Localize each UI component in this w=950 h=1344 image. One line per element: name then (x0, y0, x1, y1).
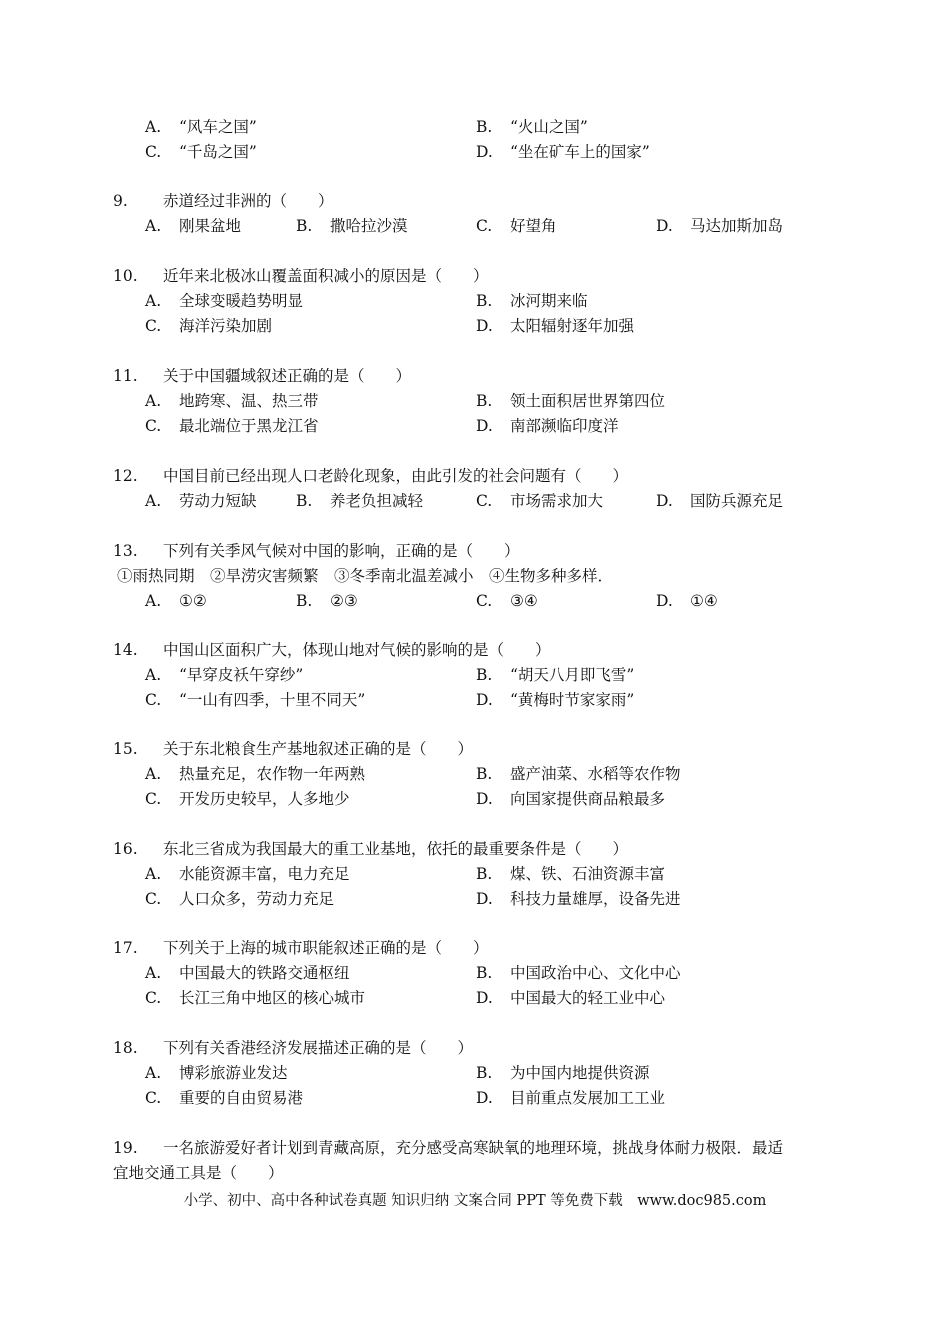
question-10-stem (113, 266, 489, 286)
option-text: 市场需求加大 (510, 492, 604, 510)
q14-option-a (145, 665, 303, 685)
option-text: 最北端位于黑龙江省 (179, 417, 319, 435)
question-number: 14. (113, 641, 138, 659)
option-text: 煤、铁、石油资源丰富 (510, 865, 666, 883)
option-text: “风车之国” (179, 118, 257, 136)
option-label: C. (145, 890, 162, 908)
question-number: 12. (113, 467, 138, 485)
q12-option-a (145, 491, 257, 511)
q8-option-a (145, 117, 257, 137)
option-text: 水能资源丰富，电力充足 (179, 865, 350, 883)
option-text: 博彩旅游业发达 (179, 1064, 288, 1082)
q15-option-d (476, 789, 665, 809)
q18-option-d (476, 1088, 665, 1108)
option-label: C. (145, 989, 162, 1007)
question-number: 10. (113, 267, 138, 285)
option-text: “火山之国” (510, 118, 588, 136)
option-label: B. (476, 964, 493, 982)
q15-option-a (145, 764, 365, 784)
question-text: 赤道经过非洲的（ ） (163, 192, 334, 210)
option-text: 劳动力短缺 (179, 492, 257, 510)
option-text: ①② (179, 592, 207, 610)
q8-option-b (476, 117, 588, 137)
option-text: ③④ (510, 592, 538, 610)
q14-option-d (476, 690, 634, 710)
q11-option-c (145, 416, 319, 436)
question-number: 16. (113, 840, 138, 858)
q9-option-c (476, 216, 557, 236)
option-text: “坐在矿车上的国家” (510, 143, 650, 161)
option-label: A. (145, 865, 162, 883)
option-label: D. (656, 492, 673, 510)
option-label: B. (476, 292, 493, 310)
option-label: D. (476, 143, 493, 161)
question-text: 关于东北粮食生产基地叙述正确的是（ ） (163, 740, 474, 758)
q12-option-b (296, 491, 423, 511)
q11-option-b (476, 391, 665, 411)
q14-option-c (145, 690, 365, 710)
option-label: A. (145, 964, 162, 982)
option-label: B. (476, 118, 493, 136)
option-label: A. (145, 1064, 162, 1082)
question-text: 一名旅游爱好者计划到青藏高原，充分感受高寒缺氧的地理环境，挑战身体耐力极限．最适 (163, 1139, 784, 1157)
option-text: 向国家提供商品粮最多 (510, 790, 666, 808)
q16-option-d (476, 889, 681, 909)
option-text: 目前重点发展加工工业 (510, 1089, 666, 1107)
question-9-stem (113, 191, 334, 211)
q11-option-a (145, 391, 319, 411)
q17-option-b (476, 963, 681, 983)
option-label: B. (476, 392, 493, 410)
page-footer: 小学、初中、高中各种试卷真题 知识归纳 文案合同 PPT 等免费下载 www.doc985.com (183, 1193, 767, 1209)
option-text: “胡天八月即飞雪” (510, 666, 635, 684)
option-label: A. (145, 217, 162, 235)
option-label: D. (476, 691, 493, 709)
question-14-stem (113, 640, 551, 660)
option-label: A. (145, 592, 162, 610)
q16-option-c (145, 889, 334, 909)
question-13-stem (113, 541, 520, 561)
q18-option-b (476, 1063, 650, 1083)
q17-option-c (145, 988, 365, 1008)
option-text: 国防兵源充足 (690, 492, 784, 510)
q13-option-b (296, 591, 358, 611)
option-label: C. (145, 317, 162, 335)
option-text: “黄梅时节家家雨” (510, 691, 635, 709)
option-text: 马达加斯加岛 (690, 217, 784, 235)
option-label: B. (296, 592, 313, 610)
option-label: C. (145, 691, 162, 709)
option-text: 海洋污染加剧 (179, 317, 273, 335)
question-number: 18. (113, 1039, 138, 1057)
q18-option-a (145, 1063, 288, 1083)
q8-option-d (476, 142, 650, 162)
option-label: A. (145, 666, 162, 684)
question-number: 17. (113, 939, 138, 957)
question-19-stem (113, 1138, 783, 1158)
option-text: 领土面积居世界第四位 (510, 392, 666, 410)
question-16-stem (113, 839, 628, 859)
q17-option-a (145, 963, 350, 983)
option-label: D. (476, 790, 493, 808)
q9-option-a (145, 216, 241, 236)
q13-option-a (145, 591, 207, 611)
q13-option-c (476, 591, 538, 611)
option-label: C. (145, 417, 162, 435)
question-number: 15. (113, 740, 138, 758)
option-text: 人口众多，劳动力充足 (179, 890, 335, 908)
option-text: 中国最大的轻工业中心 (510, 989, 666, 1007)
option-label: C. (476, 217, 493, 235)
option-text: 中国最大的铁路交通枢纽 (179, 964, 350, 982)
option-label: C. (476, 492, 493, 510)
option-label: C. (145, 143, 162, 161)
option-label: A. (145, 292, 162, 310)
option-label: A. (145, 392, 162, 410)
q15-option-b (476, 764, 681, 784)
question-text: 关于中国疆域叙述正确的是（ ） (163, 367, 412, 385)
q12-option-d (656, 491, 783, 511)
question-text: 下列有关香港经济发展描述正确的是（ ） (163, 1039, 474, 1057)
question-11-stem (113, 366, 411, 386)
question-text: 下列关于上海的城市职能叙述正确的是（ ） (163, 939, 489, 957)
option-text: 撒哈拉沙漠 (330, 217, 408, 235)
option-text: ②③ (330, 592, 358, 610)
option-text: “早穿皮袄午穿纱” (179, 666, 304, 684)
option-text: 南部濒临印度洋 (510, 417, 619, 435)
option-label: D. (656, 217, 673, 235)
q14-option-b (476, 665, 634, 685)
option-label: B. (296, 492, 313, 510)
option-text: 太阳辐射逐年加强 (510, 317, 635, 335)
q13-option-d (656, 591, 718, 611)
option-label: D. (476, 417, 493, 435)
question-17-stem (113, 938, 489, 958)
option-label: B. (476, 1064, 493, 1082)
q10-option-a (145, 291, 303, 311)
option-label: B. (476, 865, 493, 883)
question-13-statements: ①雨热同期 ②旱涝灾害频繁 ③冬季南北温差减小 ④生物多种多样． (117, 567, 614, 585)
question-text: 近年来北极冰山覆盖面积减小的原因是（ ） (163, 267, 489, 285)
option-text: “一山有四季，十里不同天” (179, 691, 366, 709)
question-number: 9. (113, 192, 128, 210)
q18-option-c (145, 1088, 303, 1108)
option-label: D. (476, 317, 493, 335)
option-label: C. (145, 790, 162, 808)
option-text: 全球变暖趋势明显 (179, 292, 304, 310)
q16-option-a (145, 864, 350, 884)
q10-option-d (476, 316, 634, 336)
option-text: 好望角 (510, 217, 557, 235)
question-number: 13. (113, 542, 138, 560)
option-text: 开发历史较早，人多地少 (179, 790, 350, 808)
question-18-stem (113, 1038, 473, 1058)
question-12-stem (113, 466, 628, 486)
question-text: 中国目前已经出现人口老龄化现象，由此引发的社会问题有（ ） (163, 467, 629, 485)
option-label: D. (656, 592, 673, 610)
option-label: B. (296, 217, 313, 235)
q10-option-c (145, 316, 272, 336)
option-text: 科技力量雄厚，设备先进 (510, 890, 681, 908)
option-text: 长江三角中地区的核心城市 (179, 989, 366, 1007)
q12-option-c (476, 491, 603, 511)
question-text: 中国山区面积广大，体现山地对气候的影响的是（ ） (163, 641, 551, 659)
option-text: 为中国内地提供资源 (510, 1064, 650, 1082)
option-text: 中国政治中心、文化中心 (510, 964, 681, 982)
option-text: “千岛之国” (179, 143, 257, 161)
option-label: C. (476, 592, 493, 610)
q17-option-d (476, 988, 665, 1008)
q9-option-d (656, 216, 783, 236)
question-15-stem (113, 739, 473, 759)
option-label: A. (145, 765, 162, 783)
option-text: 地跨寒、温、热三带 (179, 392, 319, 410)
option-text: 热量充足，农作物一年两熟 (179, 765, 366, 783)
option-label: D. (476, 1089, 493, 1107)
option-label: D. (476, 989, 493, 1007)
question-text: 东北三省成为我国最大的重工业基地，依托的最重要条件是（ ） (163, 840, 629, 858)
option-text: ①④ (690, 592, 718, 610)
question-text: 下列有关季风气候对中国的影响，正确的是（ ） (163, 542, 520, 560)
option-label: B. (476, 765, 493, 783)
option-label: C. (145, 1089, 162, 1107)
q8-option-c (145, 142, 257, 162)
option-text: 刚果盆地 (179, 217, 242, 235)
option-label: A. (145, 118, 162, 136)
question-number: 19. (113, 1139, 138, 1157)
q10-option-b (476, 291, 588, 311)
option-label: D. (476, 890, 493, 908)
option-label: A. (145, 492, 162, 510)
q9-option-b (296, 216, 408, 236)
q16-option-b (476, 864, 665, 884)
q11-option-d (476, 416, 619, 436)
option-text: 重要的自由贸易港 (179, 1089, 304, 1107)
option-text: 冰河期来临 (510, 292, 588, 310)
question-number: 11. (113, 367, 138, 385)
option-text: 盛产油菜、水稻等农作物 (510, 765, 681, 783)
option-text: 养老负担减轻 (330, 492, 424, 510)
option-label: B. (476, 666, 493, 684)
question-19-stem-cont: 宜地交通工具是（ ） (113, 1164, 284, 1182)
q15-option-c (145, 789, 350, 809)
